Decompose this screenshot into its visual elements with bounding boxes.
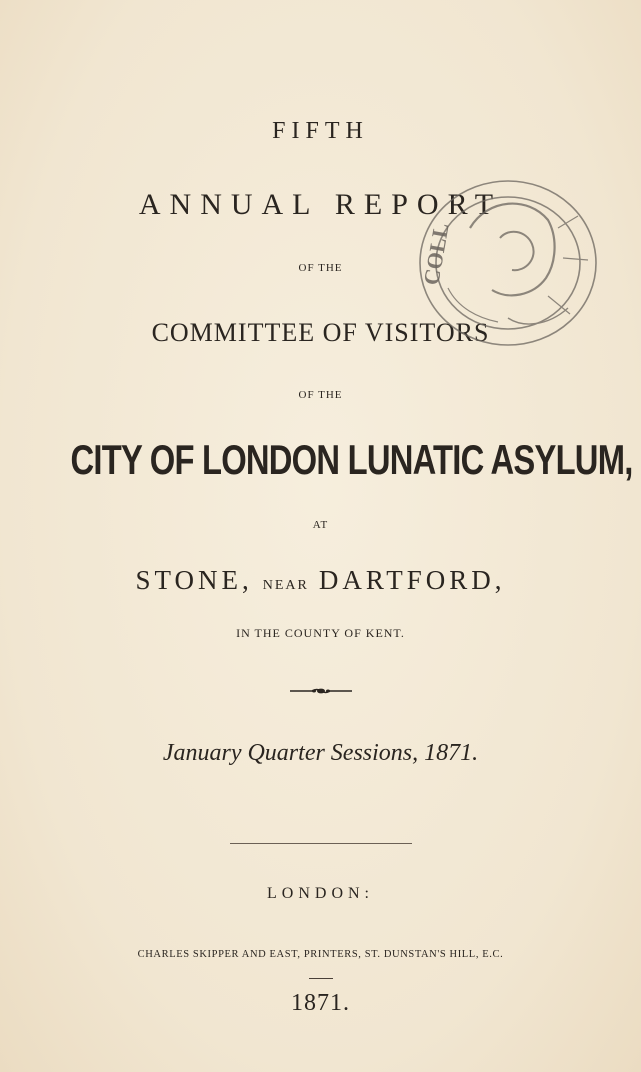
location-near: NEAR [262, 578, 309, 593]
location-dartford: DARTFORD, [318, 565, 506, 595]
heading-asylum-name: CITY OF LONDON LUNATIC ASYLUM, [70, 436, 633, 483]
imprint-year: 1871. [291, 990, 350, 1016]
library-stamp-icon [408, 168, 608, 368]
short-rule [309, 978, 333, 979]
sessions-line: January Quarter Sessions, 1871. [162, 740, 479, 766]
of-the-label-2: OF THE [298, 389, 343, 401]
heading-fifth: FIFTH [272, 118, 369, 144]
location-stone: STONE, [135, 565, 253, 595]
stamp-text: COLL [418, 221, 454, 287]
divider-rule [230, 843, 412, 844]
printers-line: CHARLES SKIPPER AND EAST, PRINTERS, ST. DUNSTAN'S HILL, E.C. [137, 949, 504, 960]
imprint-city: LONDON: [267, 885, 374, 902]
ornament-rule-icon [290, 688, 352, 694]
at-label: AT [312, 519, 329, 531]
location-line [0, 565, 641, 596]
of-the-label-1: OF THE [298, 262, 343, 274]
heading-annual-report: ANNUAL REPORT [138, 188, 503, 221]
heading-committee: COMMITTEE OF VISITORS [151, 318, 490, 347]
county-line: IN THE COUNTY OF KENT. [236, 626, 405, 640]
